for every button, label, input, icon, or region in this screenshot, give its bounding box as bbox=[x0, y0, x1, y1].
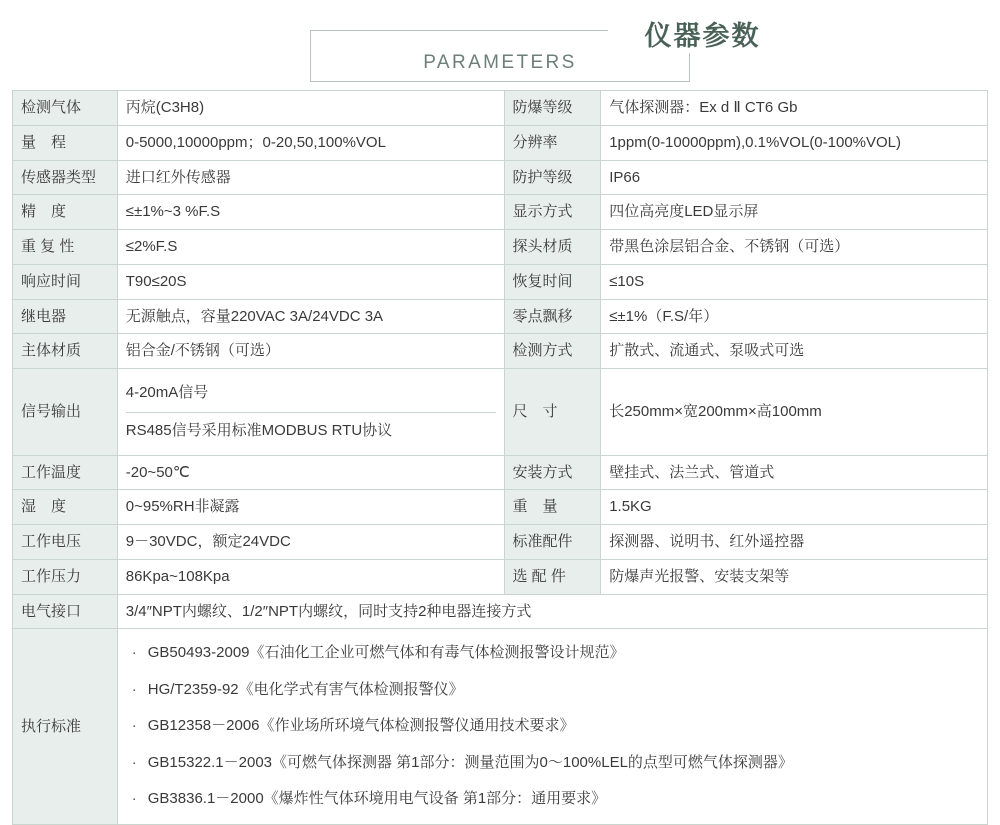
table-row bbox=[13, 160, 988, 195]
spec-value: 进口红外传感器 bbox=[117, 160, 504, 195]
page-header bbox=[0, 0, 1000, 88]
table-row bbox=[13, 334, 988, 369]
spec-label: 重 量 bbox=[504, 490, 601, 525]
spec-value: ≤±1%（F.S/年） bbox=[601, 299, 988, 334]
spec-label-signal-output: 信号输出 bbox=[13, 369, 118, 456]
spec-label: 重 复 性 bbox=[13, 230, 118, 265]
spec-value-size: 长250mm×宽200mm×高100mm bbox=[601, 369, 988, 456]
table-row bbox=[13, 455, 988, 490]
spec-value: -20~50℃ bbox=[117, 455, 504, 490]
page-subtitle: PARAMETERS bbox=[423, 52, 577, 73]
standard-text: GB15322.1－2003《可燃气体探测器 第1部分：测量范围为0～100%LEL的点型可燃气体探测器》 bbox=[147, 753, 793, 771]
spec-label-electrical-interface: 电气接口 bbox=[13, 594, 118, 629]
spec-table bbox=[12, 90, 988, 825]
bullet-icon: · bbox=[131, 680, 137, 698]
standards-list bbox=[126, 635, 979, 818]
spec-label: 响应时间 bbox=[13, 264, 118, 299]
spec-value-electrical-interface: 3/4″NPT内螺纹、1/2″NPT内螺纹，同时支持2种电器连接方式 bbox=[117, 594, 987, 629]
spec-label: 继电器 bbox=[13, 299, 118, 334]
table-row bbox=[13, 125, 988, 160]
table-row bbox=[13, 490, 988, 525]
spec-value: 带黑色涂层铝合金、不锈钢（可选） bbox=[601, 230, 988, 265]
signal-line-1: 4-20mA信号 bbox=[126, 375, 496, 413]
spec-label: 显示方式 bbox=[504, 195, 601, 230]
standard-text: GB3836.1－2000《爆炸性气体环境用电气设备 第1部分：通用要求》 bbox=[147, 790, 607, 808]
table-row bbox=[13, 559, 988, 594]
spec-value-standards bbox=[117, 629, 987, 825]
spec-label: 探头材质 bbox=[504, 230, 601, 265]
spec-value: ≤±1%~3 %F.S bbox=[117, 195, 504, 230]
spec-value: 防爆声光报警、安装支架等 bbox=[601, 559, 988, 594]
table-row bbox=[13, 299, 988, 334]
signal-line-2: RS485信号采用标准MODBUS RTU协议 bbox=[125, 421, 393, 439]
spec-label: 湿 度 bbox=[13, 490, 118, 525]
bullet-icon: · bbox=[131, 717, 137, 735]
table-row-electrical-interface bbox=[13, 594, 988, 629]
spec-label: 工作压力 bbox=[13, 559, 118, 594]
table-row bbox=[13, 230, 988, 265]
list-item bbox=[126, 745, 979, 782]
spec-label: 量 程 bbox=[13, 125, 118, 160]
spec-value: 9－30VDC，额定24VDC bbox=[117, 525, 504, 560]
spec-value: 86Kpa~108Kpa bbox=[117, 559, 504, 594]
spec-value: IP66 bbox=[601, 160, 988, 195]
table-row bbox=[13, 195, 988, 230]
spec-label: 传感器类型 bbox=[13, 160, 118, 195]
spec-value: 气体探测器：Ex d Ⅱ CT6 Gb bbox=[601, 91, 988, 126]
spec-label: 精 度 bbox=[13, 195, 118, 230]
spec-label: 选 配 件 bbox=[504, 559, 601, 594]
spec-value: ≤10S bbox=[601, 264, 988, 299]
spec-value: 丙烷(C3H8) bbox=[117, 91, 504, 126]
spec-label: 恢复时间 bbox=[504, 264, 601, 299]
spec-value: 探测器、说明书、红外遥控器 bbox=[601, 525, 988, 560]
list-item bbox=[126, 672, 979, 709]
spec-label: 主体材质 bbox=[13, 334, 118, 369]
page-title: 仪器参数 bbox=[608, 14, 798, 53]
list-item bbox=[126, 708, 979, 745]
table-row bbox=[13, 264, 988, 299]
spec-label-standards: 执行标准 bbox=[13, 629, 118, 825]
list-item bbox=[126, 781, 979, 818]
bullet-icon: · bbox=[131, 753, 137, 771]
spec-label: 标准配件 bbox=[504, 525, 601, 560]
spec-value: 壁挂式、法兰式、管道式 bbox=[601, 455, 988, 490]
spec-label: 零点飘移 bbox=[504, 299, 601, 334]
spec-value: 0~95%RH非凝露 bbox=[117, 490, 504, 525]
spec-table-wrap bbox=[12, 90, 988, 825]
spec-label: 检测方式 bbox=[504, 334, 601, 369]
spec-value: 0-5000,10000ppm；0-20,50,100%VOL bbox=[117, 125, 504, 160]
table-row bbox=[13, 91, 988, 126]
spec-value: 扩散式、流通式、泵吸式可选 bbox=[601, 334, 988, 369]
standard-text: GB50493-2009《石油化工企业可燃气体和有毒气体检测报警设计规范》 bbox=[147, 644, 625, 662]
spec-value: 四位高亮度LED显示屏 bbox=[601, 195, 988, 230]
spec-label: 防爆等级 bbox=[504, 91, 601, 126]
table-row bbox=[13, 525, 988, 560]
standard-text: GB12358－2006《作业场所环境气体检测报警仪通用技术要求》 bbox=[147, 717, 575, 735]
spec-value-signal-output bbox=[117, 369, 504, 456]
spec-value: T90≤20S bbox=[117, 264, 504, 299]
spec-label: 检测气体 bbox=[13, 91, 118, 126]
spec-label: 安装方式 bbox=[504, 455, 601, 490]
spec-value: 铝合金/不锈钢（可选） bbox=[117, 334, 504, 369]
standard-text: HG/T2359-92《电化学式有害气体检测报警仪》 bbox=[147, 680, 464, 698]
spec-value: 1.5KG bbox=[601, 490, 988, 525]
spec-value: ≤2%F.S bbox=[117, 230, 504, 265]
spec-label-size: 尺 寸 bbox=[504, 369, 601, 456]
spec-label: 防护等级 bbox=[504, 160, 601, 195]
spec-label: 工作温度 bbox=[13, 455, 118, 490]
spec-label: 分辨率 bbox=[504, 125, 601, 160]
spec-value: 1ppm(0-10000ppm),0.1%VOL(0-100%VOL) bbox=[601, 125, 988, 160]
list-item bbox=[126, 635, 979, 672]
spec-value: 无源触点，容量220VAC 3A/24VDC 3A bbox=[117, 299, 504, 334]
table-row-standards bbox=[13, 629, 988, 825]
table-row-signal-output bbox=[13, 369, 988, 456]
bullet-icon: · bbox=[131, 790, 137, 808]
spec-label: 工作电压 bbox=[13, 525, 118, 560]
bullet-icon: · bbox=[131, 644, 137, 662]
